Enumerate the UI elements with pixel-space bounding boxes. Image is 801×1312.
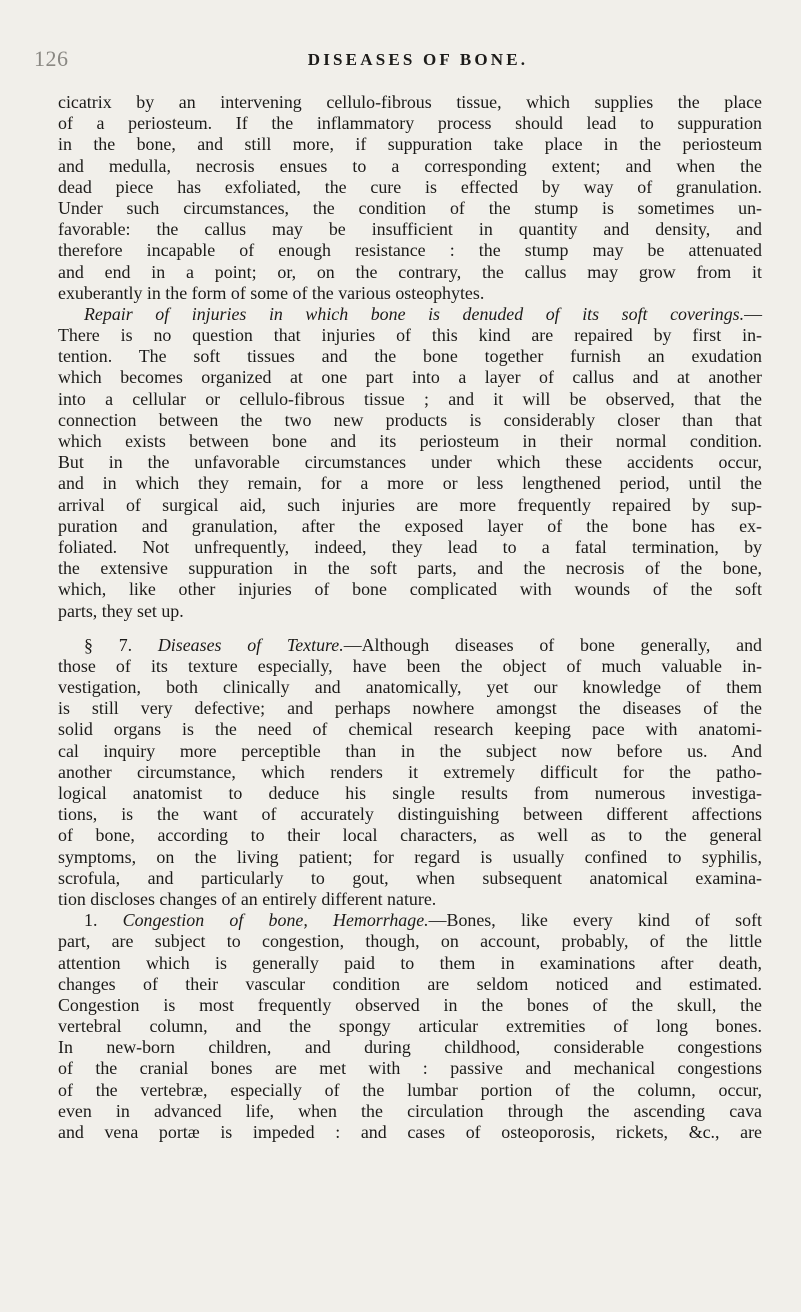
text-line [58,910,762,931]
text-segment: — [744,303,762,324]
text-segment: attention which is generally paid to them in examinations after death, [58,952,762,973]
text-line [58,601,762,622]
text-line [58,240,762,261]
text-line [58,177,762,198]
text-segment: another circumstance, which renders it extremely difficult for the patho- [58,761,762,782]
text-line [58,677,762,698]
text-line [58,410,762,431]
text-segment: 1. [84,910,123,931]
text-segment: which, like other injuries of bone complicated with wounds of the soft [58,579,762,600]
text-segment: Under such circumstances, the condition of the stump is sometimes un- [58,197,762,218]
text-line [58,868,762,889]
text-line [58,741,762,762]
text-segment: changes of their vascular condition are seldom noticed and estimated. [58,973,762,994]
text-line [58,262,762,283]
text-segment: and vena portæ is impeded : and cases of osteoporosis, rickets, &c., are [58,1122,762,1142]
text-line [58,579,762,600]
text-line [58,389,762,410]
text-line [58,198,762,219]
text-line [58,1037,762,1058]
page-header [34,46,784,82]
text-segment: even in advanced life, when the circulation through the ascending cava [58,1100,762,1121]
text-line [58,656,762,677]
text-line [58,473,762,494]
text-line [58,783,762,804]
text-line [58,537,762,558]
text-line [58,452,762,473]
text-line [58,1101,762,1122]
text-line [58,92,762,113]
text-segment: and medulla, necrosis ensues to a corresponding extent; and when the [58,155,762,176]
text-segment: symptoms, on the living patient; for regard is usually confined to syphilis, [58,846,762,867]
italic-heading: Congestion of bone, Hemorrhage. [122,910,429,931]
text-segment: the extensive suppuration in the soft parts, and the necrosis of the bone, [58,558,762,579]
text-line [58,953,762,974]
text-line [58,219,762,240]
text-line [58,283,762,304]
text-line [58,804,762,825]
text-segment: foliated. Not unfrequently, indeed, they lead to a fatal termination, by [58,536,762,557]
text-segment: of a periosteum. If the inflammatory process should lead to suppuration [58,113,762,134]
running-head: DISEASES OF BONE. [307,50,529,69]
text-line [58,558,762,579]
text-line [58,304,762,325]
text-line [58,1122,762,1143]
text-segment: cal inquiry more perceptible than in the subject now before us. And [58,740,762,761]
text-line [58,635,762,656]
italic-heading: Repair of injuries in which bone is denuded of its soft coverings. [84,303,745,324]
text-segment: therefore incapable of enough resistance : the stump may be attenuated [58,240,762,261]
text-segment: favorable: the callus may be insufficient in quantity and density, and [58,219,762,240]
text-segment: cicatrix by an intervening cellulo-fibrous tissue, which supplies the place [58,92,762,112]
text-segment: tion discloses changes of an entirely different nature. [58,888,437,909]
text-segment: exuberantly in the form of some of the various osteophytes. [58,282,485,303]
text-line [58,431,762,452]
body-text [58,92,762,1143]
text-line [58,825,762,846]
text-segment: vestigation, both clinically and anatomically, yet our knowledge of them [58,677,762,698]
text-line [58,1016,762,1037]
text-segment: arrival of surgical aid, such injuries are more frequently repaired by sup- [58,494,762,515]
text-line [58,367,762,388]
text-segment: logical anatomist to deduce his single results from numerous investiga- [58,783,762,803]
text-segment: —Bones, like every kind of soft [428,910,763,931]
text-segment: part, are subject to congestion, though, on account, probably, of the little [58,931,762,952]
text-segment: which becomes organized at one part into a layer of callus and at another [58,367,762,388]
text-segment: connection between the two new products is considerably closer than that [58,409,762,430]
text-line [58,156,762,177]
text-segment: of the vertebræ, especially of the lumbar portion of the column, occur, [58,1079,762,1100]
text-segment: —Although diseases of bone generally, and [343,634,762,655]
text-line [58,719,762,740]
text-line [58,1058,762,1079]
text-segment: There is no question that injuries of this kind are repaired by first in- [58,325,762,346]
text-segment: tention. The soft tissues and the bone together furnish an exudation [58,346,762,367]
page-number: 126 [34,46,69,71]
text-line [58,495,762,516]
italic-heading: Diseases of Texture. [157,634,344,655]
text-segment: and in which they remain, for a more or less lengthened period, until the [58,473,762,494]
text-segment: is still very defective; and perhaps nowhere amongst the diseases of the [58,698,762,719]
text-segment: Congestion is most frequently observed in the bones of the skull, the [58,994,762,1015]
text-segment: of bone, according to their local characters, as well as to the general [58,825,762,846]
text-line [58,995,762,1016]
text-segment: In new-born children, and during childhood, considerable congestions [58,1037,762,1058]
text-segment: puration and granulation, after the exposed layer of the bone has ex- [58,515,762,536]
text-line [58,974,762,995]
text-line [58,516,762,537]
text-segment: solid organs is the need of chemical research keeping pace with anatomi- [58,719,762,740]
text-line [58,931,762,952]
text-segment: scrofula, and particularly to gout, when subsequent anatomical examina- [58,867,762,888]
text-segment: But in the unfavorable circumstances under which these accidents occur, [58,452,762,473]
text-segment: which exists between bone and its periosteum in their normal condition. [58,431,762,451]
text-line [58,113,762,134]
text-line [58,762,762,783]
text-line [58,134,762,155]
text-segment: tions, is the want of accurately distinguishing between different affections [58,804,762,825]
text-line [58,847,762,868]
text-segment: dead piece has exfoliated, the cure is effected by way of granulation. [58,176,762,197]
text-line [58,889,762,910]
text-segment: vertebral column, and the spongy articular extremities of long bones. [58,1016,762,1037]
text-segment: and end in a point; or, on the contrary, the callus may grow from it [58,261,762,282]
text-segment: § 7. [84,634,158,655]
text-segment: of the cranial bones are met with : passive and mechanical congestions [58,1058,762,1079]
text-segment: those of its texture especially, have been the object of much valuable in- [58,655,762,676]
text-line [58,325,762,346]
text-line [58,698,762,719]
text-line [58,346,762,367]
text-line [58,1080,762,1101]
text-segment: parts, they set up. [58,600,184,621]
text-segment: into a cellular or cellulo-fibrous tissue ; and it will be observed, that the [58,388,762,409]
text-segment: in the bone, and still more, if suppuration take place in the periosteum [58,134,762,155]
